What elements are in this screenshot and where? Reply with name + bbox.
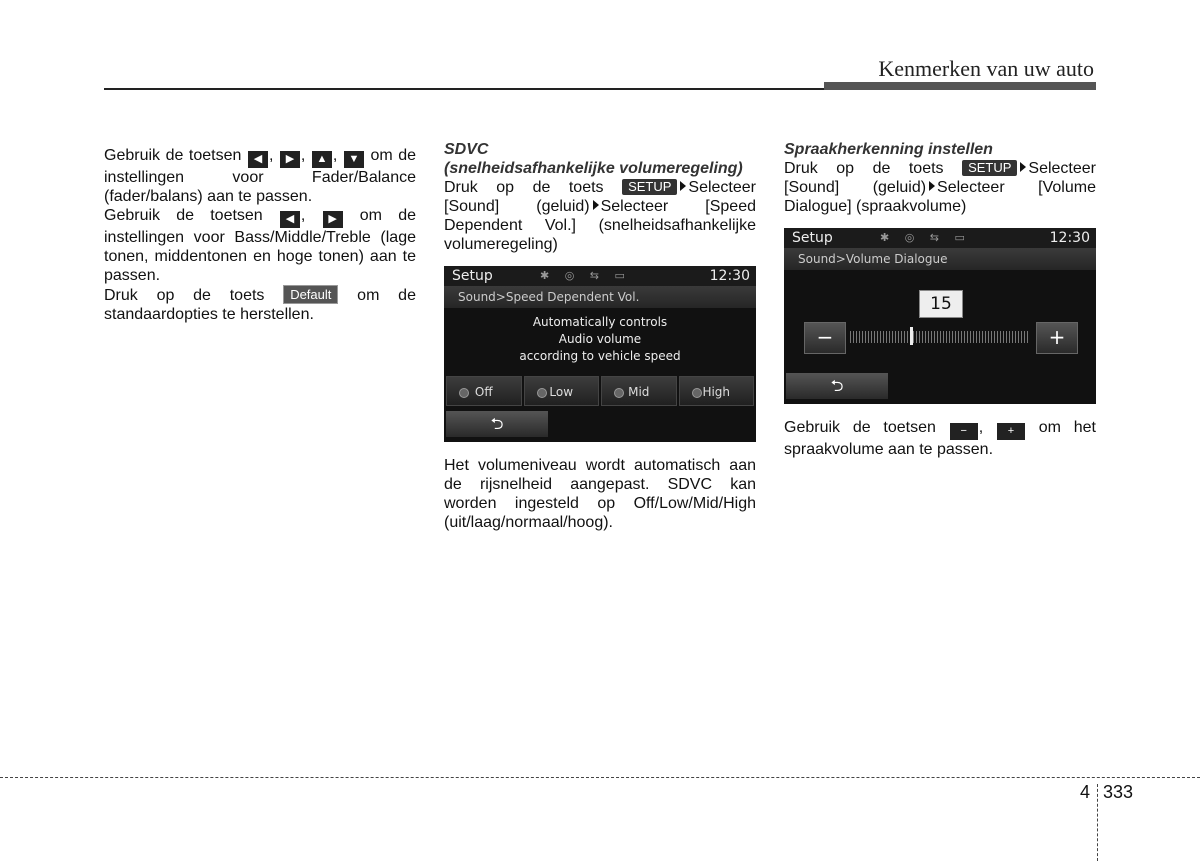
- section-heading-voice: Spraakherkenning instellen: [784, 141, 993, 158]
- plus-key-icon: +: [997, 423, 1025, 440]
- status-icons: ✱ ◎ ⇆ ▭: [880, 231, 971, 244]
- screen-breadcrumb: Sound>Speed Dependent Vol.: [444, 286, 756, 308]
- option-off[interactable]: [446, 376, 522, 406]
- chapter-number: 4: [1080, 782, 1091, 802]
- option-label: Mid: [628, 385, 650, 399]
- paragraph-fader: Gebruik de toetsen ◀ , ▶ , ▲ , ▼ om de instellingen voor Fader/Balance (fader/balans) aan te passen.: [104, 147, 416, 205]
- text: Gebruik de toetsen: [104, 207, 263, 224]
- text: Gebruik de toetsen: [784, 419, 936, 436]
- page-header-title: Kenmerken van uw auto: [878, 56, 1094, 81]
- paragraph-sdvc-steps: [444, 178, 756, 254]
- default-key: Default: [283, 285, 338, 304]
- screen-title: Setup: [792, 230, 833, 246]
- screen-status-bar: [784, 228, 1096, 248]
- radio-icon: [692, 388, 702, 398]
- section-subheading-sdvc: (snelheidsafhankelijke volumeregeling): [444, 160, 743, 177]
- arrow-icon: [1020, 162, 1026, 172]
- sdvc-screen: [444, 266, 756, 442]
- screen-title: Setup: [452, 268, 493, 284]
- text: Gebruik de toetsen: [104, 147, 242, 164]
- text: Selecteer [Sound] (geluid): [784, 160, 1096, 196]
- header-rule-accent: [824, 82, 1096, 90]
- paragraph-default: [104, 285, 416, 324]
- radio-icon: [537, 388, 547, 398]
- footer-divider: [0, 777, 1200, 778]
- screen-status-bar: [444, 266, 756, 286]
- option-label: Low: [549, 385, 574, 399]
- back-arrow-icon: ⮌: [830, 376, 844, 395]
- option-low[interactable]: [524, 376, 600, 406]
- setup-key: SETUP: [622, 179, 677, 195]
- minus-key-icon: −: [950, 423, 978, 440]
- text: Druk op de toets: [444, 179, 604, 196]
- text: om de standaardopties te herstellen.: [104, 287, 416, 323]
- up-arrow-key-icon: ▲: [312, 151, 332, 168]
- volume-dialogue-screen: [784, 228, 1096, 404]
- volume-value: 15: [919, 290, 963, 318]
- back-arrow-icon: ⮌: [490, 414, 504, 433]
- column-middle: [444, 140, 756, 532]
- back-button[interactable]: [786, 373, 888, 399]
- text: om het spraakvolume aan te passen.: [784, 419, 1096, 458]
- arrow-icon: [593, 200, 599, 210]
- option-label: Off: [474, 385, 493, 399]
- right-arrow-key-icon: ▶: [323, 211, 343, 228]
- screen-message: [444, 308, 756, 365]
- screen-clock: 12:30: [1049, 230, 1090, 246]
- column-left: [104, 146, 416, 324]
- option-label: High: [702, 385, 731, 399]
- paragraph-voice-desc: Gebruik de toetsen − , + om het spraakvolume aan te passen.: [784, 419, 1096, 458]
- message-line: according to vehicle speed: [519, 349, 681, 363]
- section-heading-sdvc: SDVC: [444, 141, 489, 158]
- message-line: Audio volume: [558, 332, 642, 346]
- radio-icon: [459, 388, 469, 398]
- page-number: 333: [1103, 782, 1134, 802]
- arrow-icon: [929, 181, 935, 191]
- setup-key: SETUP: [962, 160, 1017, 176]
- sdvc-options: [446, 376, 754, 406]
- screen-breadcrumb: Sound>Volume Dialogue: [784, 248, 1096, 270]
- text: om de instellingen voor Bass/Middle/Treble (lage tonen, middentonen en hoge tonen) aan te passen.: [104, 207, 417, 284]
- text: Druk op de toets: [784, 160, 944, 177]
- text: om de instellingen voor Fader/Balance (fader/balans) aan te passen.: [104, 147, 416, 205]
- down-arrow-key-icon: ▼: [344, 151, 364, 168]
- paragraph-bass: Gebruik de toetsen ◀ , ▶ om de instellingen voor Bass/Middle/Treble (lage tonen, middentonen en hoge tonen) aan te passen.: [104, 207, 417, 284]
- status-icons: ✱ ◎ ⇆ ▭: [540, 269, 631, 282]
- left-arrow-key-icon: ◀: [248, 151, 268, 168]
- paragraph-sdvc-desc: Het volumeniveau wordt automatisch aan de rijsnelheid aangepast. SDVC kan worden ingesteld op Off/Low/Mid/High (uit/laag/normaal/hoog).: [444, 457, 756, 531]
- text: Selecteer [Volume Dialogue] (spraakvolume): [784, 179, 1096, 215]
- option-mid[interactable]: [601, 376, 677, 406]
- paragraph-voice-steps: [784, 159, 1096, 216]
- back-button[interactable]: [446, 411, 548, 437]
- radio-icon: [614, 388, 624, 398]
- right-arrow-key-icon: ▶: [280, 151, 300, 168]
- left-arrow-key-icon: ◀: [280, 211, 300, 228]
- volume-plus-button[interactable]: +: [1036, 322, 1078, 354]
- volume-slider-thumb[interactable]: [910, 327, 913, 345]
- footer-divider-vertical: [1097, 784, 1098, 861]
- volume-minus-button[interactable]: −: [804, 322, 846, 354]
- arrow-icon: [680, 181, 686, 191]
- message-line: Automatically controls: [532, 315, 668, 329]
- text: Druk op de toets: [104, 287, 265, 304]
- option-high[interactable]: [679, 376, 755, 406]
- screen-clock: 12:30: [709, 268, 750, 284]
- column-right: [784, 140, 1096, 459]
- text: Selecteer [Sound] (geluid): [444, 179, 756, 215]
- text: Selecteer [Speed Dependent Vol.] (snelheidsafhankelijke volumeregeling): [444, 198, 756, 253]
- volume-slider-track[interactable]: [850, 331, 1030, 343]
